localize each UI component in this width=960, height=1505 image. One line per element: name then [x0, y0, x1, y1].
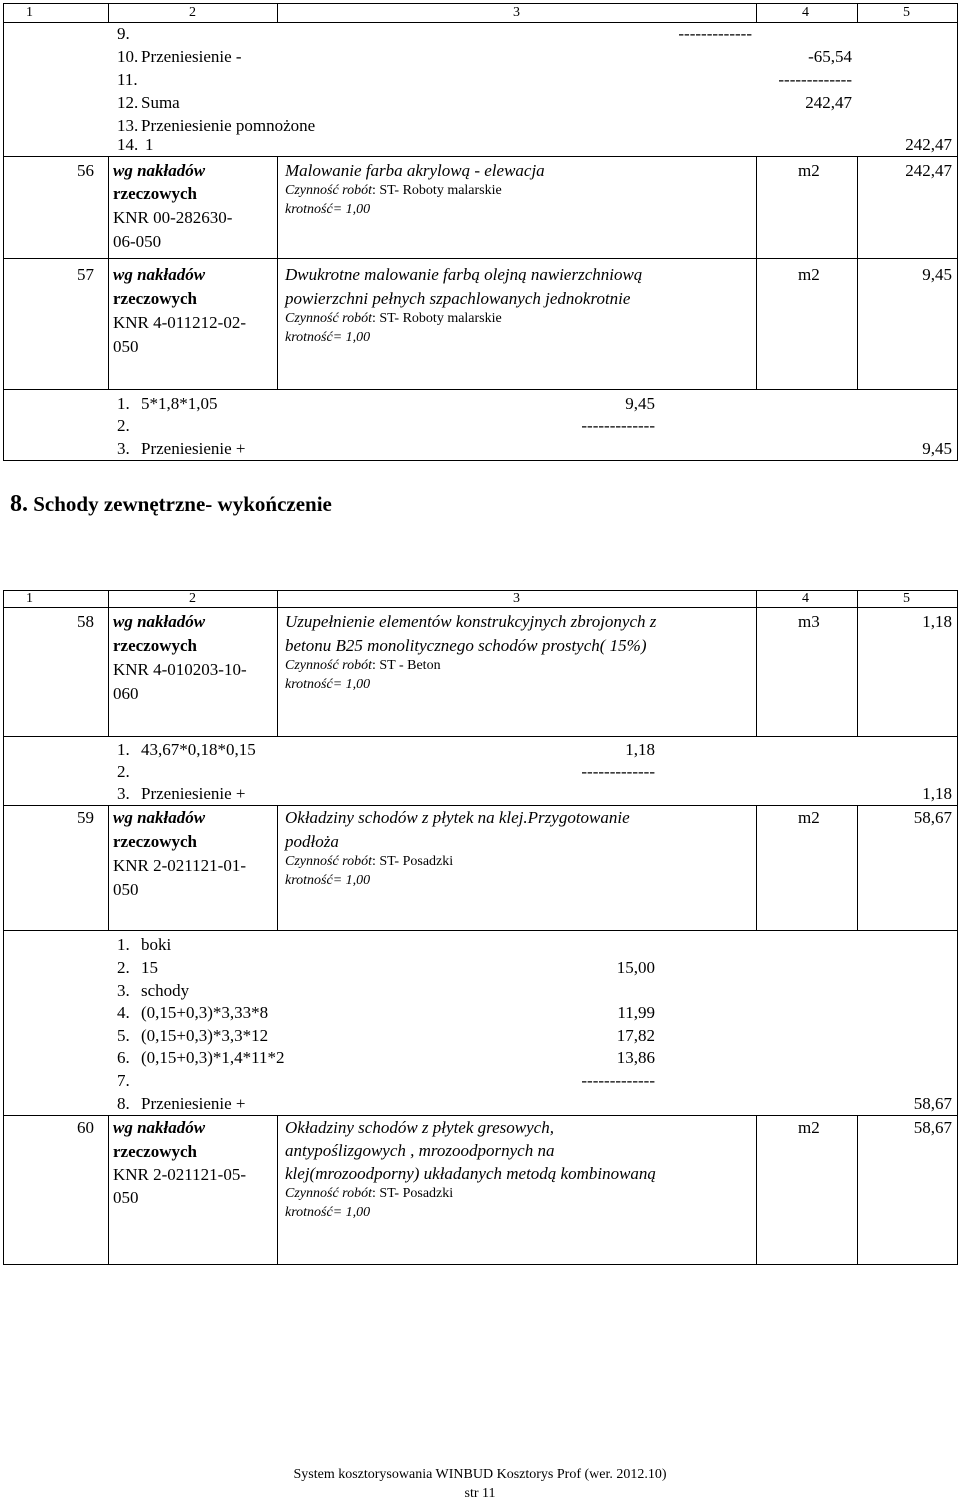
calc-line-text: 43,67*0,18*0,15: [141, 740, 256, 759]
item-number: 56: [77, 161, 94, 180]
calc-line-number: 2.: [117, 958, 130, 977]
multiplier: krotność= 1,00: [285, 202, 371, 217]
column-header-5: 5: [903, 591, 910, 606]
calc-line-number: 4.: [117, 1003, 130, 1022]
work-value: : ST- Posadzki: [371, 854, 454, 869]
basis-title: wg nakładów: [113, 1118, 206, 1137]
calc-line-text: Przeniesienie +: [141, 439, 246, 458]
item-description-line-2: betonu B25 monolitycznego schodów prostych( 15%): [285, 636, 647, 655]
work-label: Czynność robót: [285, 311, 372, 326]
calc-line-value: 58,67: [913, 1094, 952, 1113]
unit: m2: [798, 161, 820, 180]
item-description-line-2: antypoślizgowych , mrozoodpornych na: [285, 1141, 555, 1160]
knr-code: KNR 4-010203-10-: [113, 660, 247, 679]
calc-line-value: 15,00: [616, 958, 655, 977]
item-number: 60: [77, 1118, 94, 1137]
calc-line-number: 8.: [117, 1094, 130, 1113]
multiplier: krotność= 1,00: [285, 873, 371, 888]
item-description-line-3: klej(mrozoodporny) układanych metodą kombinowaną: [285, 1164, 656, 1183]
calc-line-number: 3.: [117, 981, 130, 1000]
work-label: Czynność robót: [285, 183, 372, 198]
calc-line-number: 11.: [117, 70, 138, 89]
calc-line-value: -------------: [581, 762, 655, 781]
basis-title: wg nakładów: [113, 808, 206, 827]
work-label: Czynność robót: [285, 658, 372, 673]
calc-line-number: 5.: [117, 1026, 130, 1045]
calc-line-value: 17,82: [616, 1026, 655, 1045]
section-number: 8.: [10, 491, 28, 517]
column-header-3: 3: [513, 5, 520, 20]
calc-line-number: 1.: [117, 935, 130, 954]
calc-line-value: -65,54: [808, 47, 852, 66]
calc-line-text: Przeniesienie pomnożone: [141, 116, 316, 135]
calc-line-value: 1,18: [922, 784, 952, 803]
calc-line-number: 12.: [117, 93, 139, 112]
column-header-4: 4: [802, 5, 809, 20]
basis-subtitle: rzeczowych: [113, 184, 198, 203]
calc-line-text: Przeniesienie +: [141, 784, 246, 803]
unit: m2: [798, 808, 820, 827]
calc-line-text: 1: [145, 135, 154, 154]
basis-subtitle: rzeczowych: [113, 289, 198, 308]
basis-title: wg nakładów: [113, 161, 206, 180]
calc-line-value: 9,45: [922, 439, 952, 458]
calc-line-number: 3.: [117, 439, 130, 458]
basis-title: wg nakładów: [113, 612, 206, 631]
item-description-line-2: powierzchni pełnych szpachlowanych jednokrotnie: [285, 289, 631, 308]
calc-line-number: 10.: [117, 47, 139, 66]
calc-line-number: 2.: [117, 762, 130, 781]
quantity: 1,18: [922, 612, 952, 631]
knr-code: KNR 2-021121-05-: [113, 1165, 246, 1184]
calc-line-text: Przeniesienie -: [141, 47, 242, 66]
knr-code-suffix: 050: [113, 337, 139, 356]
calc-line-number: 1.: [117, 394, 130, 413]
calc-line-value: 13,86: [616, 1048, 655, 1067]
calc-line-value: 9,45: [625, 394, 655, 413]
knr-code: KNR 4-011212-02-: [113, 313, 246, 332]
calc-line-number: 6.: [117, 1048, 130, 1067]
calc-line-number: 3.: [117, 784, 130, 803]
column-header-2: 2: [189, 591, 196, 606]
knr-code-suffix: 050: [113, 880, 139, 899]
work-label: Czynność robót: [285, 854, 372, 869]
item-description: Malowanie farba akrylową - elewacja: [285, 161, 545, 180]
calc-line-value: -------------: [778, 70, 852, 89]
calc-line-text: (0,15+0,3)*1,4*11*2: [141, 1048, 285, 1067]
knr-code-suffix: 050: [113, 1188, 139, 1207]
section-heading: [10, 491, 332, 518]
column-header-5: 5: [903, 5, 910, 20]
basis-subtitle: rzeczowych: [113, 636, 198, 655]
quantity: 58,67: [913, 808, 952, 827]
column-header-4: 4: [802, 591, 809, 606]
calc-line-text: 5*1,8*1,05: [141, 394, 218, 413]
multiplier: krotność= 1,00: [285, 330, 371, 345]
column-header-1: 1: [26, 591, 33, 606]
calc-line-text: schody: [141, 981, 190, 1000]
calc-line-value: 242,47: [805, 93, 852, 112]
calc-line-number: 13.: [117, 116, 139, 135]
footer-software-label: System kosztorysowania WINBUD Kosztorys Prof (wer. 2012.10): [293, 1467, 667, 1482]
basis-subtitle: rzeczowych: [113, 1142, 198, 1161]
basis-title: wg nakładów: [113, 265, 206, 284]
work-value: : ST- Roboty malarskie: [371, 311, 502, 326]
calc-line-text: (0,15+0,3)*3,33*8: [141, 1003, 269, 1022]
calc-line-value: -------------: [678, 24, 752, 43]
quantity: 9,45: [922, 265, 952, 284]
knr-code: KNR 00-282630-: [113, 208, 233, 227]
work-label: Czynność robót: [285, 1186, 372, 1201]
quantity: 58,67: [913, 1118, 952, 1137]
calc-line-text: (0,15+0,3)*3,3*12: [141, 1026, 269, 1045]
quantity: 242,47: [905, 161, 952, 180]
column-header-1: 1: [26, 5, 33, 20]
knr-code-suffix: 06-050: [113, 232, 162, 251]
item-description: Dwukrotne malowanie farbą olejną nawierzchniową: [285, 265, 643, 284]
item-number: 57: [77, 265, 94, 284]
page-number: str 11: [464, 1486, 496, 1501]
unit: m2: [798, 1118, 820, 1137]
calc-line-number: 7.: [117, 1071, 130, 1090]
column-header-3: 3: [513, 591, 520, 606]
calc-line-number: 14.: [117, 135, 139, 154]
calc-line-text: Przeniesienie +: [141, 1094, 246, 1113]
calc-line-number: 1.: [117, 740, 130, 759]
unit: m3: [798, 612, 820, 631]
calc-line-value: -------------: [581, 416, 655, 435]
section-title: Schody zewnętrzne- wykończenie: [33, 492, 332, 516]
item-description: Uzupełnienie elementów konstrukcyjnych zbrojonych z: [285, 612, 657, 631]
calc-line-value: 1,18: [625, 740, 655, 759]
multiplier: krotność= 1,00: [285, 1205, 371, 1220]
basis-subtitle: rzeczowych: [113, 832, 198, 851]
item-description: Okładziny schodów z płytek na klej.Przygotowanie: [285, 808, 630, 827]
calc-line-text: boki: [141, 935, 172, 954]
column-header-2: 2: [189, 5, 196, 20]
calc-line-number: 9.: [117, 24, 130, 43]
calc-line-text: Suma: [141, 93, 180, 112]
work-value: : ST - Beton: [371, 658, 441, 673]
knr-code-suffix: 060: [113, 684, 139, 703]
unit: m2: [798, 265, 820, 284]
calc-line-value: -------------: [581, 1071, 655, 1090]
work-value: : ST- Roboty malarskie: [371, 183, 502, 198]
item-description: Okładziny schodów z płytek gresowych,: [285, 1118, 554, 1137]
knr-code: KNR 2-021121-01-: [113, 856, 246, 875]
calc-line-text: 15: [141, 958, 158, 977]
work-value: : ST- Posadzki: [371, 1186, 454, 1201]
calc-line-value: 242,47: [905, 135, 952, 154]
item-number: 59: [77, 808, 94, 827]
calc-line-number: 2.: [117, 416, 130, 435]
multiplier: krotność= 1,00: [285, 677, 371, 692]
item-description-line-2: podłoża: [285, 832, 339, 851]
calc-line-value: 11,99: [617, 1003, 655, 1022]
item-number: 58: [77, 612, 94, 631]
